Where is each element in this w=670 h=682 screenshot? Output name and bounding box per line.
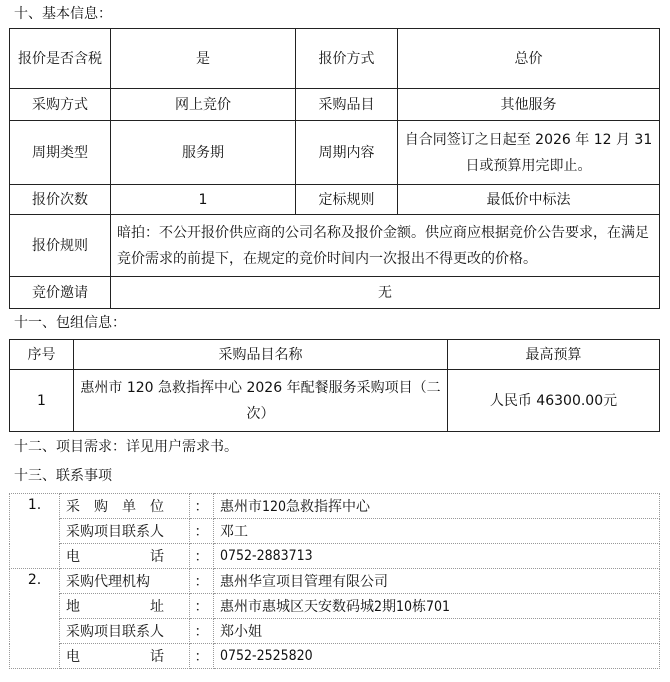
contacts-table: [9, 493, 660, 669]
contact-label: 电 话: [60, 544, 190, 569]
header-item-name: 采购品目名称: [74, 340, 448, 370]
label-quote-times: 报价次数: [10, 185, 111, 215]
value-procurement-category: 其他服务: [398, 89, 660, 121]
contact-label: 采 购 单 位: [60, 494, 190, 519]
table-row: [10, 215, 660, 277]
value-bid-invitation: 无: [111, 277, 660, 309]
contact-group-number: 2.: [10, 569, 60, 669]
table-row: [10, 544, 660, 569]
section-11-title: 十一、包组信息：: [14, 315, 126, 331]
table-row: [10, 370, 660, 432]
package-serial: 1: [10, 370, 74, 432]
table-row: [10, 569, 660, 594]
label-procurement-method: 采购方式: [10, 89, 111, 121]
label-quote-rule: 报价规则: [10, 215, 111, 277]
colon: ：: [190, 619, 214, 644]
label-tax-included: 报价是否含税: [10, 29, 111, 89]
value-quote-rule: 暗拍：不公开报价供应商的公司名称及报价金额。供应商应根据竞价公告要求，在满足竞价需求的前提下，在规定的竞价时间内一次报出不得更改的价格。: [111, 215, 660, 277]
table-row: [10, 121, 660, 185]
contact-label: 采购项目联系人: [60, 619, 190, 644]
value-period-content: 自合同签订之日起至 2026 年 12 月 31 日或预算用完即止。: [398, 121, 660, 185]
colon: ：: [190, 544, 214, 569]
contact-value: 邓工: [214, 519, 660, 544]
label-quote-method: 报价方式: [296, 29, 398, 89]
contact-label: 采购项目联系人: [60, 519, 190, 544]
label-period-type: 周期类型: [10, 121, 111, 185]
table-row: [10, 519, 660, 544]
value-quote-times: 1: [111, 185, 296, 215]
label-period-content: 周期内容: [296, 121, 398, 185]
header-max-budget: 最高预算: [448, 340, 660, 370]
header-serial: 序号: [10, 340, 74, 370]
contact-value: 0752-2525820: [214, 644, 660, 669]
section-13-title: 十三、联系事项: [14, 468, 112, 484]
table-row: [10, 89, 660, 121]
contact-value: 惠州华宣项目管理有限公司: [214, 569, 660, 594]
value-award-rule: 最低价中标法: [398, 185, 660, 215]
contact-value: 郑小姐: [214, 619, 660, 644]
value-tax-included: 是: [111, 29, 296, 89]
package-budget: 人民币 46300.00元: [448, 370, 660, 432]
contact-value: 惠州市惠城区天安数码城2期10栋701: [214, 594, 660, 619]
label-procurement-category: 采购品目: [296, 89, 398, 121]
colon: ：: [190, 644, 214, 669]
colon: ：: [190, 569, 214, 594]
package-table: [9, 339, 660, 432]
table-row: [10, 29, 660, 89]
section-10-title: 十、基本信息：: [14, 6, 112, 22]
table-row: [10, 494, 660, 519]
contact-label: 采购代理机构: [60, 569, 190, 594]
label-award-rule: 定标规则: [296, 185, 398, 215]
section-12-title: 十二、项目需求：详见用户需求书。: [14, 439, 238, 455]
table-row: [10, 594, 660, 619]
basic-info-table: [9, 28, 660, 309]
label-bid-invitation: 竞价邀请: [10, 277, 111, 309]
colon: ：: [190, 494, 214, 519]
contact-value: 惠州市120急救指挥中心: [214, 494, 660, 519]
value-procurement-method: 网上竞价: [111, 89, 296, 121]
contact-label: 电 话: [60, 644, 190, 669]
value-quote-method: 总价: [398, 29, 660, 89]
table-row: [10, 619, 660, 644]
colon: ：: [190, 594, 214, 619]
package-item-name: 惠州市 120 急救指挥中心 2026 年配餐服务采购项目（二次）: [74, 370, 448, 432]
contact-label: 地 址: [60, 594, 190, 619]
value-period-type: 服务期: [111, 121, 296, 185]
table-row: [10, 277, 660, 309]
table-row: [10, 644, 660, 669]
colon: ：: [190, 519, 214, 544]
contact-group-number: 1.: [10, 494, 60, 569]
contact-value: 0752-2883713: [214, 544, 660, 569]
table-header-row: [10, 340, 660, 370]
table-row: [10, 185, 660, 215]
